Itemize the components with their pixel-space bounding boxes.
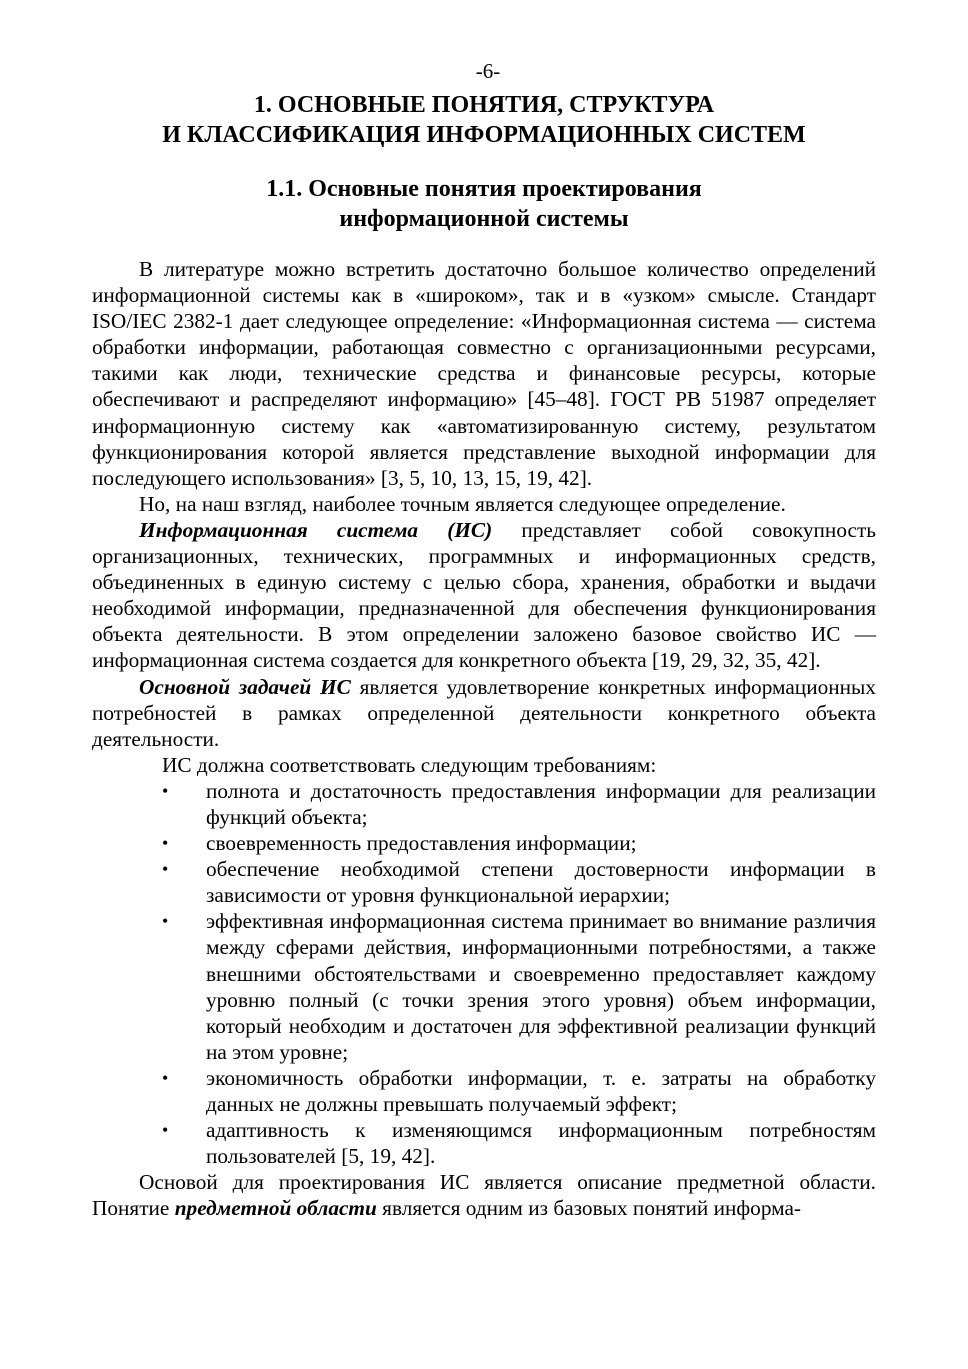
list-item-text: обеспечение необходимой степени достоверности информации в зависимости от уровня функциональной иерархии; <box>206 857 876 908</box>
list-item <box>92 908 876 1065</box>
paragraph-opinion: Но, на наш взгляд, наиболее точным является следующее определение. <box>139 491 786 516</box>
list-item <box>92 856 876 908</box>
paragraph-main-task <box>92 674 876 752</box>
paragraph-is-definition <box>92 517 876 674</box>
paragraph-subject-area <box>92 1169 876 1221</box>
section-title <box>92 174 876 234</box>
chapter-title-line-2: И КЛАССИФИКАЦИЯ ИНФОРМАЦИОННЫХ СИСТЕМ <box>162 122 806 148</box>
paragraph-definitions: В литературе можно встретить достаточно большое количество определений информационной системы как в «широком», так и в «узком» смысле. Стандарт ISO/IEC 2382-1 дает следующее определение: «Информационная система — система обработки информации, работающая совместно с организационными ресурсами, такими как люди, технические средства и финансовые ресурсы, которые обеспечивают и распределяют информацию» [45–48]. ГОСТ РВ 51987 определяет информационную систему как «автоматизированную систему, результатом функционирования которой является представление выходной информации для последующего использования» [3, 5, 10, 13, 15, 19, 42]. <box>92 257 876 490</box>
paragraph-subject-area-text: Основой для проектирования ИС является описание предметной области. Понятие <box>92 1170 876 1221</box>
requirements-list <box>92 778 876 1169</box>
list-item-text: эффективная информационная система принимает во внимание различия между сферами действия, информационными потребностями, а также внешними обстоятельствами и своевременно предоставляет каждому уровню полный (с точки зрения этого уровня) объем информации, который необходим и достаточен для эффективной реализации функций на этом уровне; <box>206 909 876 1064</box>
term-main-task: Основной задачей ИС <box>139 674 351 699</box>
section-title-line-1: 1.1. Основные понятия проектирования <box>266 176 702 202</box>
paragraph-subject-area-tail: является одним из базовых понятий информа- <box>376 1196 802 1221</box>
paragraph-requirements-intro: ИС должна соответствовать следующим требованиям: <box>162 752 657 777</box>
bullet-icon: • <box>162 911 169 932</box>
list-item <box>92 1117 876 1169</box>
chapter-title <box>92 90 876 150</box>
list-item-text: адаптивность к изменяющимся информационным потребностям пользователей [5, 19, 42]. <box>206 1118 876 1169</box>
term-information-system: Информационная система (ИС) <box>139 517 493 542</box>
section-title-line-2: информационной системы <box>339 206 629 232</box>
chapter-title-line-1: 1. ОСНОВНЫЕ ПОНЯТИЯ, СТРУКТУРА <box>253 92 715 118</box>
list-item <box>92 830 876 856</box>
bullet-icon: • <box>162 859 169 880</box>
bullet-icon: • <box>162 780 169 801</box>
bullet-icon: • <box>162 1067 169 1088</box>
document-page <box>92 56 876 1221</box>
list-item-text: экономичность обработки информации, т. е. затраты на обработку данных не должны превышать получаемый эффект; <box>206 1065 876 1116</box>
paragraph-is-definition-text: представляет собой совокупность организационных, технических, программных и информационных средств, объединенных в единую систему с целью сбора, хранения, обработки и выдачи необходимой информации, предназначенной для обеспечения функционирования объекта деятельности. В этом определении заложено базовое свойство ИС — информационная система создается для конкретного объекта [19, 29, 32, 35, 42]. <box>92 517 876 673</box>
list-item <box>92 1065 876 1117</box>
list-item-text: своевременность предоставления информации; <box>206 831 637 856</box>
list-item-text: полнота и достаточность предоставления информации для реализации функций объекта; <box>206 778 876 829</box>
paragraph-main-task-text: является удовлетворение конкретных информационных потребностей в рамках определенной деятельности конкретного объекта деятельности. <box>92 674 877 751</box>
term-subject-area: предметной области <box>174 1196 377 1221</box>
bullet-icon: • <box>162 833 169 854</box>
list-item <box>92 778 876 830</box>
page-number: -6- <box>475 59 501 83</box>
bullet-icon: • <box>162 1120 169 1141</box>
